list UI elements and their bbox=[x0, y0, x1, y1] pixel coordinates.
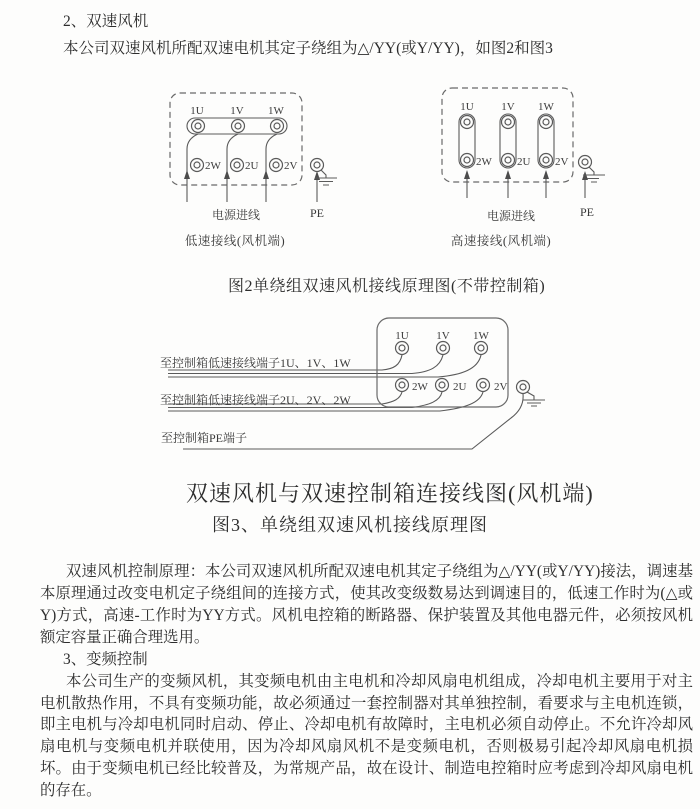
terminal-label: 1V bbox=[230, 105, 244, 117]
figure3-caption: 图3、单绕组双速风机接线原理图 bbox=[212, 515, 488, 535]
terminal-label: 2U bbox=[517, 156, 531, 168]
terminal-label: 2V bbox=[555, 156, 569, 168]
terminal-label: 2V bbox=[284, 160, 298, 172]
terminal-label: 2W bbox=[205, 160, 221, 172]
terminal-label: 2U bbox=[245, 160, 259, 172]
figure2-caption: 图2单绕组双速风机接线原理图(不带控制箱) bbox=[228, 278, 546, 295]
section-2-intro: 本公司双速风机所配双速电机其定子绕组为△/YY(或Y/YY)，如图2和图3 bbox=[63, 40, 553, 57]
arrow-up-icon bbox=[314, 171, 320, 180]
terminal-label: 1V bbox=[501, 101, 515, 113]
terminal-label: 1W bbox=[268, 105, 284, 117]
terminal-label: 1U bbox=[395, 330, 409, 342]
power-inlet-label: 电源进线 bbox=[486, 209, 536, 223]
paragraph-vfd-control: 本公司生产的变频风机，其变频电机由主电机和冷却风扇电机组成，冷却电机主要用于对主电机散热作用，不具有变频功能，故必须通过一套控制器对其单独控制，看要求与主电机连锁，即主电机与冷却电机同时启动、停止、冷却电机有故障时，主电机必须自动停止。不允许冷却风扇电机与变频电机并联使用，因为冷却风扇风机不是变频电机，否则极易引起冷却风扇电机损坏。由于变频电机已经比较普及，为常规产品，故在设计、制造电控箱时应考虑到冷却风扇电机的存在。 bbox=[40, 672, 693, 800]
terminal-label: 2U bbox=[453, 381, 467, 393]
terminal-label: 1W bbox=[538, 101, 554, 113]
paragraph-control-principle: 双速风机控制原理：本公司双速风机所配双速电机其定子绕组为△/YY(或Y/YY)接法，调速基本原理通过改变电机定子绕组间的连接方式，使其改变级数易达到调速目的，低速工作时为(△或Y)方式，高速-工作时为YY方式。风机电控箱的断路器、保护装置及其他电器元件，必须按风机额定容量正确合理选用。 bbox=[40, 563, 693, 646]
high-speed-caption: 高速接线(风机端) bbox=[450, 234, 552, 248]
terminal-label: 2V bbox=[494, 381, 508, 393]
arrow-up-icon bbox=[464, 170, 470, 179]
arrow-up-icon bbox=[263, 170, 269, 179]
low-speed-caption: 低速接线(风机端) bbox=[184, 234, 286, 248]
terminal-label: 1U bbox=[190, 105, 204, 117]
wire-label-low-speed-2: 至控制箱低速接线端子2U、2V、2W bbox=[160, 393, 351, 407]
supply-wires bbox=[464, 170, 549, 198]
terminal-label: 2W bbox=[412, 381, 428, 393]
terminal-circles bbox=[396, 342, 490, 392]
arrow-up-icon bbox=[543, 170, 549, 179]
wire-label-pe: 至控制箱PE端子 bbox=[161, 431, 248, 445]
terminal-label: 1U bbox=[460, 101, 474, 113]
fig2-low-speed-diagram bbox=[170, 93, 337, 248]
figure2-wiring-diagram bbox=[150, 85, 660, 275]
section-2-heading: 2、双速风机 bbox=[63, 13, 149, 30]
ground-icon bbox=[523, 392, 545, 406]
terminal-label: 2W bbox=[476, 156, 492, 168]
terminal-label: 1V bbox=[436, 330, 450, 342]
fig2-high-speed-diagram bbox=[442, 88, 605, 248]
arrow-up-icon bbox=[184, 170, 190, 179]
section-3-heading: 3、变频控制 bbox=[63, 650, 148, 668]
terminal-label: 1W bbox=[473, 330, 489, 342]
pe-terminal bbox=[517, 381, 546, 407]
ground-icon bbox=[315, 170, 337, 185]
arrow-up-icon bbox=[505, 170, 511, 179]
pe-terminal bbox=[311, 159, 338, 203]
wire-label-low-speed-1: 至控制箱低速接线端子1U、1V、1W bbox=[160, 356, 351, 370]
pe-label: PE bbox=[309, 206, 325, 220]
pe-terminal bbox=[579, 156, 606, 199]
pe-label: PE bbox=[579, 205, 595, 219]
figure3-connection-title: 双速风机与双速控制箱连接线图(风机端) bbox=[186, 481, 594, 506]
power-inlet-label: 电源进线 bbox=[211, 208, 261, 222]
arrow-up-icon bbox=[224, 170, 230, 179]
body-text bbox=[40, 561, 693, 802]
